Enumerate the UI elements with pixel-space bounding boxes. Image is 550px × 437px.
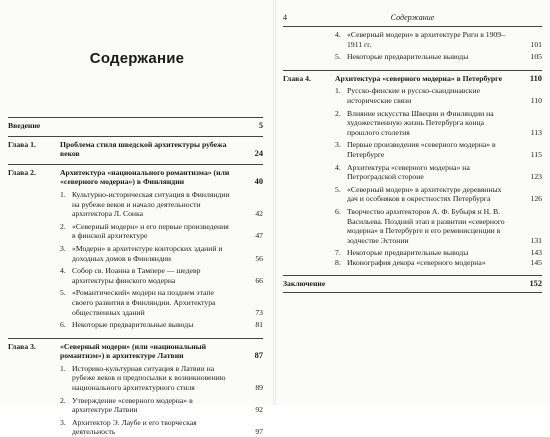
toc-entry-page: 145 [530,257,542,267]
section-number: 4. [335,162,341,172]
section-number: 1. [60,189,66,199]
toc-entry-chapter-3[interactable] [8,342,263,361]
toc-entry-ch4-s1[interactable] [283,86,542,105]
toc-entry-page: 97 [255,427,263,437]
toc-entry-page: 115 [530,149,542,159]
section-number: 6. [335,206,341,216]
toc-entry-text: Культурно-историческая ситуация в Финляндии на рубеже веков и начало деятельности архитектора Л. Сонка [72,189,230,219]
toc-entry-ch3-s4[interactable] [283,30,542,49]
toc-entry-page: 123 [530,172,542,182]
toc-entry-chapter-1[interactable] [8,140,263,159]
toc-entry-page: 131 [530,235,542,245]
toc-entry-page: 143 [530,248,542,258]
toc-entry-ch4-s6[interactable] [283,207,542,245]
toc-entry-text: Архитектура «северного модерна» в Петербурге [335,73,502,83]
running-title: Содержание [390,13,435,22]
toc-entry-ch2-s1[interactable] [8,190,263,219]
toc-entry-introduction[interactable] [8,121,263,131]
toc-entry-ch3-s2[interactable] [8,396,263,415]
toc-entry-text: Заключение [283,279,326,289]
toc-entry-chapter-2[interactable] [8,168,263,187]
section-number: 3. [60,417,66,427]
toc-entry-page: 113 [530,127,542,137]
section-number: 6. [60,320,66,330]
toc-entry-ch2-s2[interactable] [8,222,263,241]
chapter-label: Глава 1. [8,139,36,149]
section-number: 2. [60,221,66,231]
toc-entry-conclusion[interactable] [283,279,542,289]
toc-entry-text: Иконография декора «северного модерна» [347,257,486,267]
toc-list-left [8,117,263,437]
toc-entry-chapter-4[interactable] [283,74,542,84]
toc-list-right [283,30,542,293]
section-number: 1. [60,363,66,373]
toc-entry-page: 73 [255,307,263,317]
toc-entry-text: «Северный модерн» в архитектуре Риги в 1909–1911 гг. [347,30,505,49]
toc-entry-ch4-s4[interactable] [283,163,542,182]
toc-entry-page: 87 [254,351,263,361]
toc-entry-ch4-s5[interactable] [283,185,542,204]
toc-entry-page: 126 [530,194,542,204]
toc-entry-ch4-s8[interactable] [283,258,542,268]
toc-entry-text: Некоторые предварительные выводы [347,52,469,62]
section-number: 5. [60,288,66,298]
section-number: 5. [335,52,341,62]
toc-entry-text: «Северный модерн» в архитектуре деревянных дач и особняков в окрестностях Петербурга [347,184,502,204]
toc-entry-text: Архитектура «северного модерна» на Петроградской стороне [347,162,470,182]
toc-entry-page: 110 [529,73,542,83]
toc-entry-text: Некоторые предварительные выводы [347,248,469,258]
toc-entry-text: «Модерн» в архитектуре конторских зданий и доходных домов в Финляндии [72,243,223,263]
toc-entry-ch2-s6[interactable] [8,320,263,330]
toc-entry-text: Некоторые предварительные выводы [72,320,194,330]
section-number: 4. [335,30,341,39]
section-number: 7. [335,248,341,258]
section-divider [283,292,542,293]
toc-entry-ch2-s5[interactable] [8,288,263,317]
section-number: 5. [335,184,341,194]
section-number: 3. [60,243,66,253]
left-page [0,0,274,437]
toc-entry-text: «Северный модерн» и его первые произведения в финской архитектуре [72,221,229,241]
section-number: 8. [335,257,341,267]
toc-entry-ch2-s3[interactable] [8,244,263,263]
toc-entry-page: 47 [255,231,263,241]
chapter-label: Глава 3. [8,341,36,351]
toc-entry-text: «Северный модерн» (или «национальный романтизм») в архитектуре Латвии [60,341,207,361]
toc-entry-text: Творчество архитекторов А. Ф. Бубыря и Н. В. Васильева. Поздний этап в развитии «северного модерна» в Петербурге и его реминисценции в зодчестве Эстонии [347,206,505,245]
right-page [275,0,550,405]
toc-entry-text: Проблема стиля шведской архитектуры рубежа веков [60,139,227,159]
toc-entry-text: Архитектура «национального романтизма» (или «северного модерна») в Финляндии [60,167,230,187]
chapter-label: Глава 2. [8,167,36,177]
toc-entry-text: Историко-культурная ситуация в Латвии на рубеже веков и предпосылки к возникновению национального архитектурного стиля [72,363,226,393]
toc-entry-page: 89 [255,383,263,393]
toc-entry-page: 81 [255,320,263,330]
toc-entry-ch3-s1[interactable] [8,364,263,393]
toc-entry-page: 101 [530,39,542,49]
toc-entry-page: 56 [255,253,263,263]
toc-entry-page: 40 [254,177,263,187]
toc-entry-text: Введение [8,121,41,130]
toc-entry-ch4-s7[interactable] [283,248,542,258]
toc-entry-page: 152 [529,279,542,289]
header-rule [283,26,542,27]
toc-entry-ch4-s3[interactable] [283,140,542,159]
toc-entry-text: «Романтический» модерн на позднем этапе своего развития в Финляндии. Архитектура общественных зданий [72,288,216,317]
toc-entry-ch3-s5[interactable] [283,52,542,62]
toc-entry-page: 24 [254,149,263,159]
toc-entry-text: Архитектор Э. Лаубе и его творческая деятельность [72,417,197,437]
toc-entry-text: Влияние искусства Швеции и Финляндии на художественную жизнь Петербурга конца прошлого столетия [347,108,494,137]
toc-entry-ch4-s2[interactable] [283,109,542,138]
toc-entry-text: Утверждение «северного модерна» в архитектуре Латвии [72,395,193,415]
toc-entry-text: Русско-финские и русско-скандинавские исторические связи [347,86,481,105]
toc-entry-page: 5 [258,121,263,130]
chapter-label: Глава 4. [283,73,311,83]
toc-entry-page: 110 [530,95,542,105]
toc-entry-text: Собор св. Иоанна в Тампере — шедевр архитектуры финского модерна [72,266,201,285]
section-number: 3. [335,140,341,150]
toc-title: Содержание [89,50,185,67]
section-number: 2. [60,395,66,405]
section-number: 2. [335,108,341,118]
toc-entry-page: 105 [530,52,542,62]
section-number: 4. [60,266,66,276]
toc-entry-page: 66 [255,275,263,285]
toc-entry-page: 42 [255,209,263,219]
toc-entry-text: Первые произведения «северного модерна» в Петербурге [347,140,496,159]
toc-entry-ch3-s3[interactable] [8,418,263,437]
toc-entry-ch2-s4[interactable] [8,266,263,285]
toc-entry-page: 92 [255,405,263,415]
page-number: 4 [283,13,287,22]
section-number: 1. [335,86,341,96]
running-header [283,13,542,25]
